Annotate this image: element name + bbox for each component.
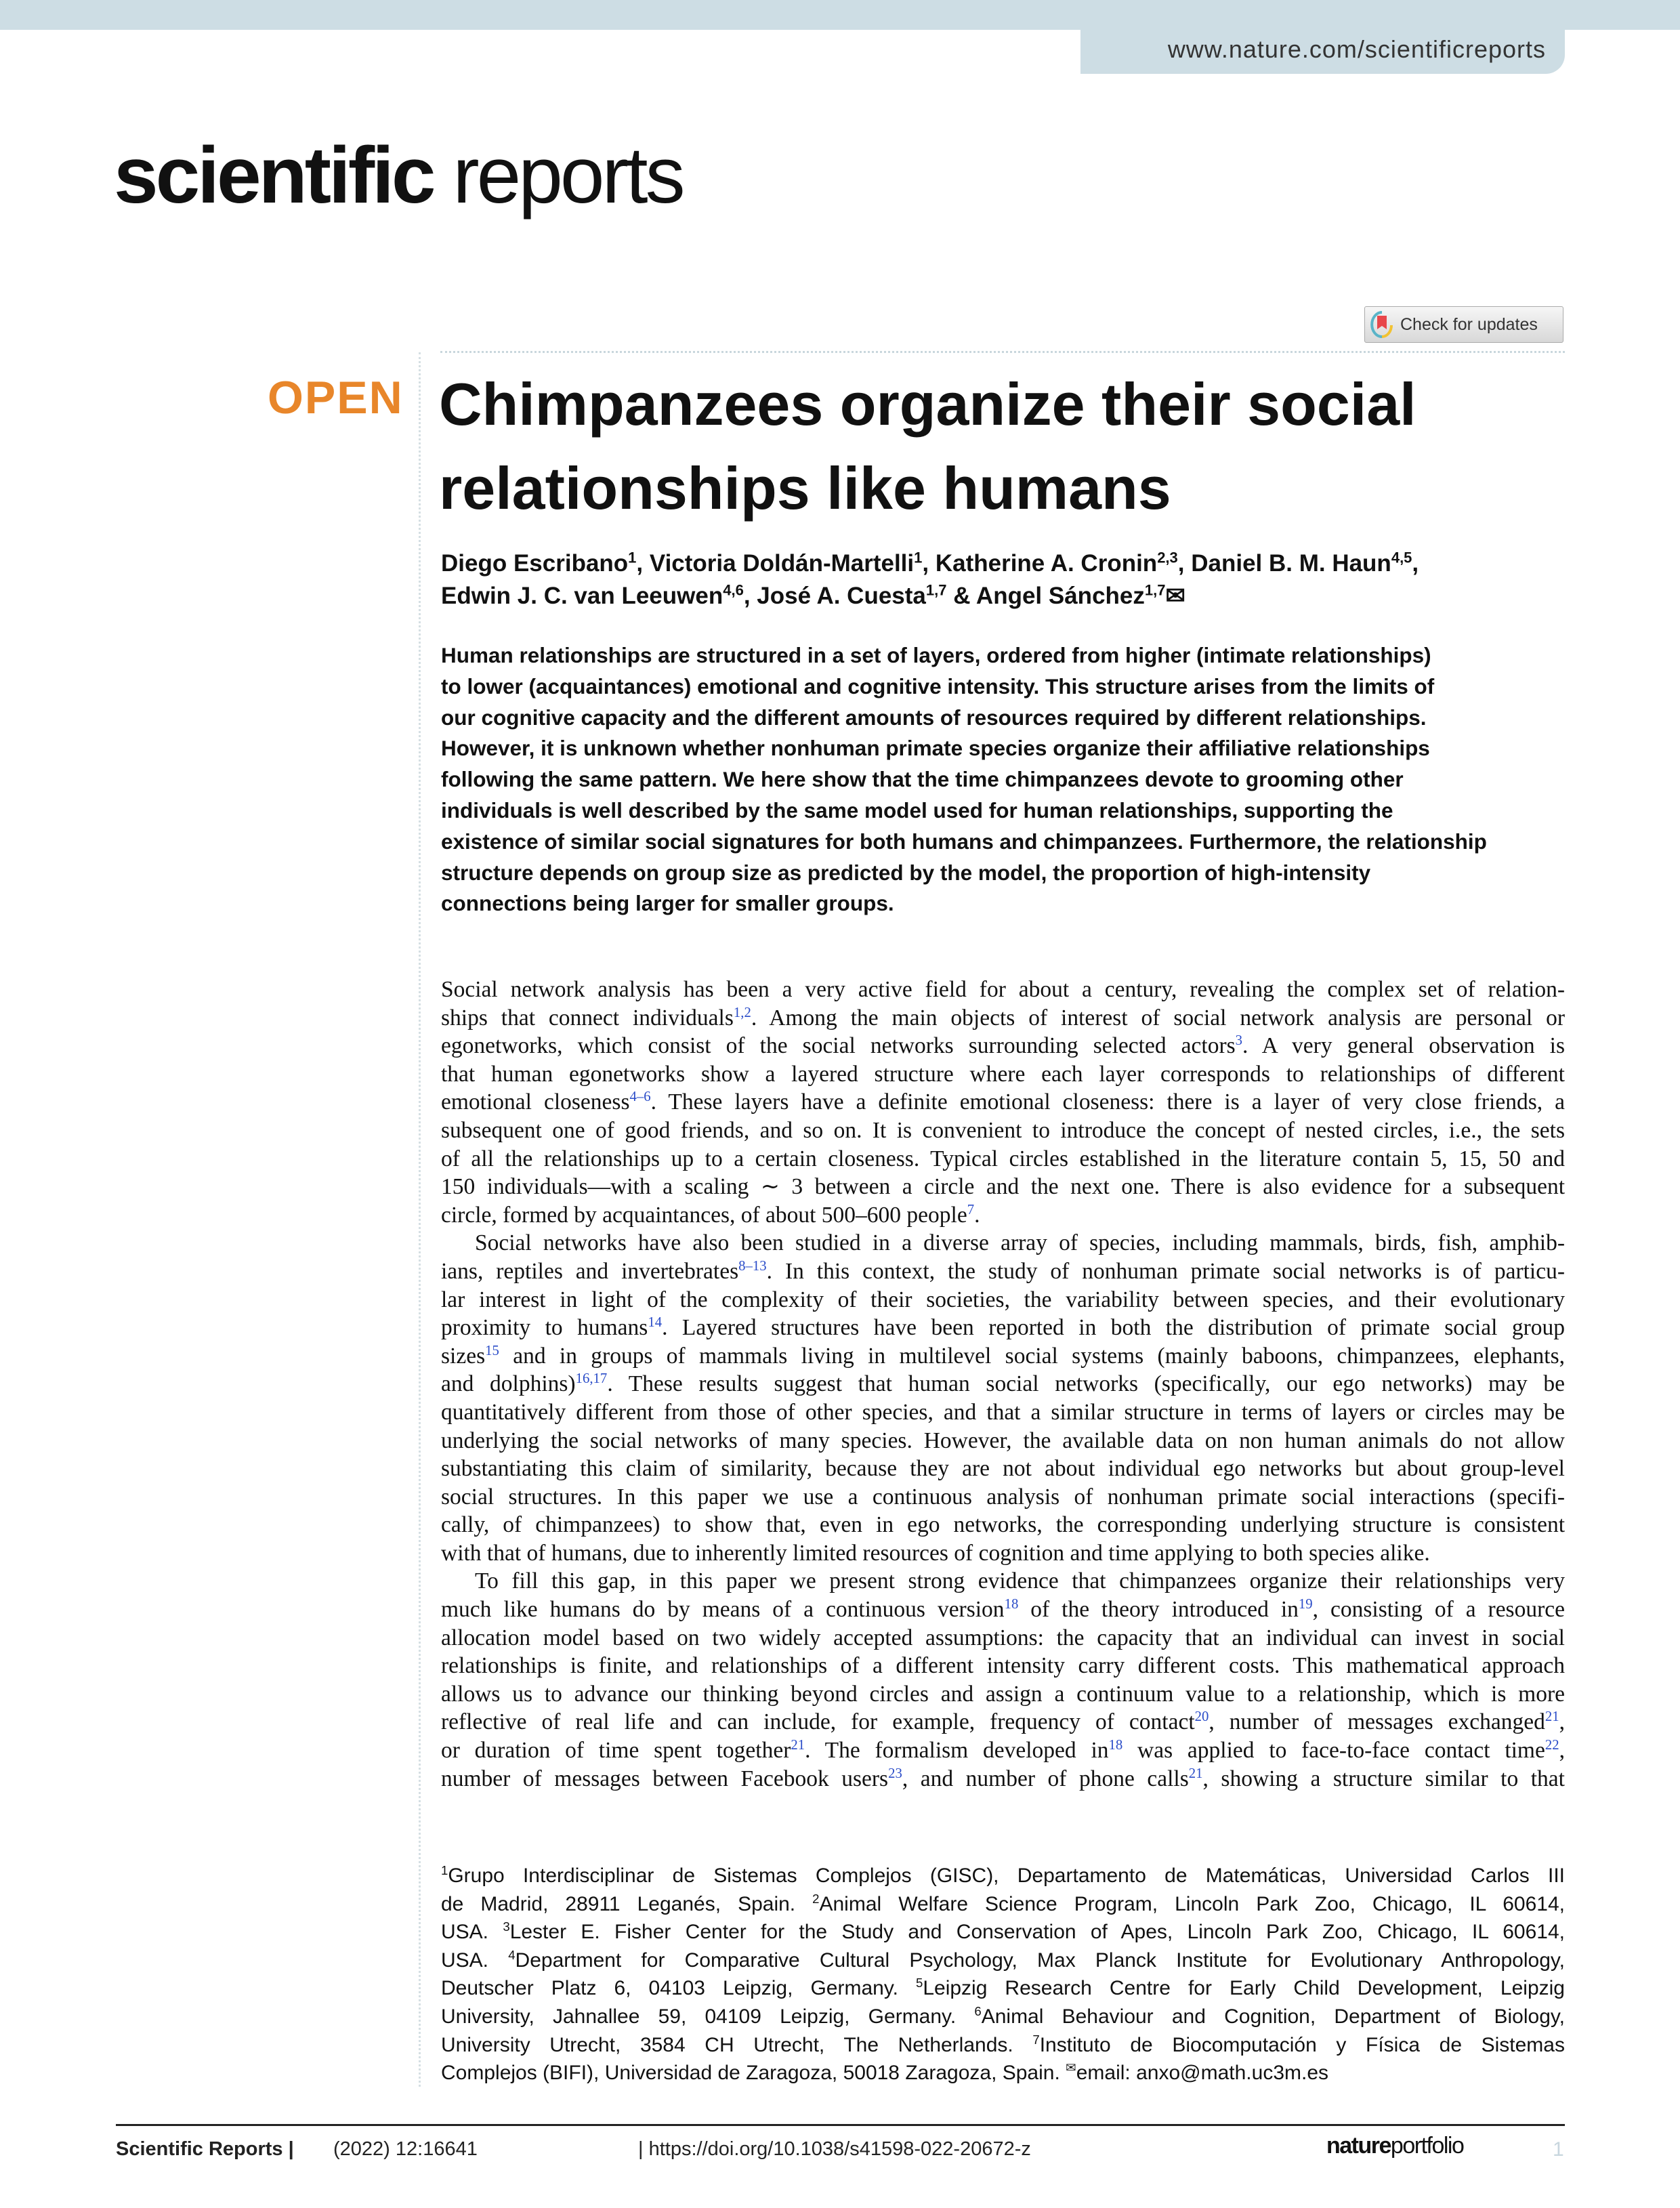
body-line bbox=[441, 1624, 1565, 1652]
text-run: quantitatively different from those of other species, and that a similar structure in terms of layers or circles may be bbox=[441, 1399, 1565, 1425]
abstract-line: Human relationships are structured in a set of layers, ordered from higher (intimate relationships) bbox=[441, 643, 1431, 667]
text-run: . The formalism developed in bbox=[805, 1738, 1109, 1764]
text-run: . bbox=[974, 1202, 980, 1228]
body-line bbox=[441, 1342, 1565, 1371]
text-run: . In this context, the study of nonhuman primate social networks is of particu- bbox=[766, 1258, 1565, 1284]
publisher-bold: nature bbox=[1326, 2133, 1391, 2159]
body-line bbox=[441, 1229, 1565, 1257]
text-run: sizes bbox=[441, 1343, 486, 1369]
text-run: de Madrid, 28911 Leganés, Spain. bbox=[441, 1892, 813, 1915]
text-run: , showing a structure similar to that bbox=[1202, 1766, 1565, 1791]
affiliation-line bbox=[441, 1918, 1565, 1946]
text-run: and dolphins) bbox=[441, 1371, 576, 1397]
text-run: allows us to advance our thinking beyond circles and assign a continuum value to a relationship, which is more bbox=[441, 1681, 1565, 1707]
divider-dotted bbox=[440, 351, 1565, 353]
body-line bbox=[441, 1596, 1565, 1624]
title-line: Chimpanzees organize their social bbox=[439, 371, 1416, 438]
body-line bbox=[441, 1145, 1565, 1173]
reference-superscript[interactable]: 23 bbox=[888, 1765, 902, 1781]
footer-doi-link[interactable]: | https://doi.org/10.1038/s41598-022-20672-z bbox=[638, 2138, 1031, 2160]
reference-superscript[interactable]: 1 bbox=[441, 1863, 448, 1877]
reference-superscript[interactable]: 6 bbox=[974, 2003, 982, 2018]
text-run: , Katherine A. Cronin bbox=[922, 550, 1158, 577]
reference-superscript[interactable]: 7 bbox=[967, 1201, 975, 1217]
journal-url[interactable]: www.nature.com/scientificreports bbox=[1167, 35, 1546, 63]
footer-citation: (2022) 12:16641 bbox=[333, 2138, 478, 2160]
text-run: underlying the social networks of many species. However, the available data on non human animals do not allow bbox=[441, 1428, 1565, 1453]
reference-superscript[interactable]: 4,6 bbox=[723, 581, 744, 599]
reference-superscript[interactable]: 22 bbox=[1545, 1736, 1559, 1753]
affiliations bbox=[441, 1862, 1565, 2087]
text-run: , José A. Cuesta bbox=[743, 583, 926, 609]
reference-superscript[interactable]: 5 bbox=[915, 1976, 923, 1991]
body-line bbox=[441, 1004, 1565, 1033]
reference-superscript[interactable]: 19 bbox=[1298, 1596, 1313, 1612]
open-access-label: OPEN bbox=[268, 372, 404, 423]
body-line bbox=[441, 1117, 1565, 1145]
title-line: relationships like humans bbox=[439, 455, 1171, 522]
article-body bbox=[441, 976, 1565, 1793]
text-run: and in groups of mammals living in multilevel social systems (mainly baboons, chimpanzees, elephants, bbox=[499, 1343, 1565, 1369]
body-line bbox=[441, 1765, 1565, 1793]
text-run: that human egonetworks show a layered structure where each layer corresponds to relationships of different bbox=[441, 1061, 1565, 1087]
reference-superscript[interactable]: 14 bbox=[648, 1314, 663, 1330]
text-run: Lester E. Fisher Center for the Study and Conservation of Apes, Lincoln Park Zoo, Chicago, IL 60614, bbox=[509, 1921, 1565, 1944]
text-run: , number of messages exchanged bbox=[1209, 1709, 1545, 1735]
text-run: USA. bbox=[441, 1921, 503, 1944]
reference-superscript[interactable]: 1,7 bbox=[1144, 581, 1166, 599]
journal-url-tab[interactable] bbox=[1080, 0, 1565, 74]
journal-logo bbox=[114, 131, 683, 220]
text-run: email: anxo@math.uc3m.es bbox=[1076, 2062, 1329, 2085]
text-run: cally, of chimpanzees) to show that, even in ego networks, the corresponding underlying structure is consistent bbox=[441, 1512, 1565, 1538]
text-run: To fill this gap, in this paper we present strong evidence that chimpanzees organize their relationships very bbox=[475, 1568, 1565, 1594]
reference-superscript[interactable]: 4 bbox=[508, 1947, 516, 1962]
text-run: substantiating this claim of similarity, because they are not about individual ego networks but about group-level bbox=[441, 1456, 1565, 1482]
abstract bbox=[441, 640, 1579, 919]
text-run: Instituto de Biocomputación y Física de Sistemas bbox=[1039, 2033, 1565, 2056]
reference-superscript[interactable]: 21 bbox=[1188, 1765, 1203, 1781]
text-run: Grupo Interdisciplinar de Sistemas Complejos (GISC), Departamento de Matemáticas, Universidad Carlos III bbox=[448, 1865, 1565, 1887]
body-line bbox=[441, 1088, 1565, 1117]
text-run: Leipzig Research Centre for Early Child Development, Leipzig bbox=[923, 1977, 1565, 2000]
text-run: ✉ bbox=[1165, 583, 1185, 609]
text-run: or duration of time spent together bbox=[441, 1738, 791, 1764]
text-run: Social networks have also been studied in a diverse array of species, including mammals, birds, fish, amphib- bbox=[475, 1230, 1565, 1256]
nature-portfolio-logo bbox=[1326, 2133, 1463, 2159]
text-run: proximity to humans bbox=[441, 1315, 648, 1341]
text-run: number of messages between Facebook users bbox=[441, 1766, 889, 1791]
reference-superscript[interactable]: 20 bbox=[1194, 1709, 1209, 1725]
reference-superscript[interactable]: 8–13 bbox=[738, 1257, 767, 1274]
check-for-updates-button[interactable] bbox=[1364, 306, 1563, 343]
text-run: lar interest in light of the complexity of their societies, the variability between species, and their evolutionary bbox=[441, 1287, 1565, 1312]
reference-superscript[interactable]: 2,3 bbox=[1157, 549, 1178, 566]
reference-superscript[interactable]: 16,17 bbox=[575, 1371, 608, 1387]
text-run: , consisting of a resource bbox=[1312, 1597, 1565, 1623]
reference-superscript[interactable]: 2 bbox=[812, 1891, 820, 1906]
abstract-line: structure depends on group size as predicted by the model, the proportion of high-intensity bbox=[441, 860, 1371, 885]
body-paragraph bbox=[441, 1229, 1565, 1567]
text-run: . Among the main objects of interest of social network analysis are personal or bbox=[751, 1005, 1565, 1030]
text-run: . A very general observation is bbox=[1242, 1033, 1565, 1059]
affiliation-line bbox=[441, 1862, 1565, 1890]
text-run: of the theory introduced in bbox=[1018, 1597, 1299, 1623]
text-run: emotional closeness bbox=[441, 1089, 630, 1115]
affiliation-line bbox=[441, 1890, 1565, 1919]
reference-superscript[interactable]: 21 bbox=[791, 1736, 805, 1753]
reference-superscript[interactable]: 1 bbox=[914, 549, 923, 566]
abstract-line: following the same pattern. We here show that the time chimpanzees devote to grooming other bbox=[441, 767, 1404, 792]
text-run: . These results suggest that human social networks (specifically, our ego networks) may be bbox=[607, 1371, 1565, 1397]
text-run: 150 individuals—with a scaling ∼ 3 between a circle and the next one. There is also evidence for a subsequent bbox=[441, 1174, 1565, 1200]
text-run: & Angel Sánchez bbox=[946, 583, 1145, 609]
body-line bbox=[441, 1398, 1565, 1427]
affiliation-line bbox=[441, 2031, 1565, 2060]
page-number: 1 bbox=[1553, 2138, 1564, 2161]
abstract-line: to lower (acquaintances) emotional and cognitive intensity. This structure arises from the limits of bbox=[441, 673, 1435, 699]
text-run: University, Jahnallee 59, 04109 Leipzig, Germany. bbox=[441, 2005, 975, 2028]
affiliation-line bbox=[441, 2003, 1565, 2031]
body-line bbox=[441, 1483, 1565, 1512]
body-paragraph bbox=[441, 976, 1565, 1229]
check-for-updates-label: Check for updates bbox=[1400, 314, 1538, 334]
abstract-line: connections being larger for smaller groups. bbox=[441, 891, 894, 916]
text-run: circle, formed by acquaintances, of about 500–600 people bbox=[441, 1202, 967, 1228]
reference-superscript[interactable]: 1,7 bbox=[925, 581, 947, 599]
text-run: reflective of real life and can include, for example, frequency of contact bbox=[441, 1709, 1195, 1735]
text-run: Edwin J. C. van Leeuwen bbox=[441, 583, 723, 609]
text-run: with that of humans, due to inherently limited resources of cognition and time applying to both species alike. bbox=[441, 1540, 1430, 1566]
text-run: USA. bbox=[441, 1949, 509, 1972]
reference-superscript[interactable]: 18 bbox=[1004, 1596, 1019, 1612]
text-run: Department for Comparative Cultural Psychology, Max Planck Institute for Evolutionary Anthropology, bbox=[515, 1949, 1565, 1972]
body-line bbox=[441, 1567, 1565, 1596]
text-run: egonetworks, which consist of the social networks surrounding selected actors bbox=[441, 1033, 1236, 1059]
text-run: of all the relationships up to a certain closeness. Typical circles established in the literature contain 5, 15, 50 and bbox=[441, 1146, 1565, 1171]
text-run: social structures. In this paper we use a continuous analysis of nonhuman primate social interactions (specifi- bbox=[441, 1484, 1565, 1509]
body-line bbox=[441, 1455, 1565, 1483]
reference-superscript[interactable]: 4–6 bbox=[629, 1089, 651, 1105]
reference-superscript[interactable]: 1,2 bbox=[733, 1004, 751, 1020]
text-run: was applied to face-to-face contact time bbox=[1122, 1738, 1545, 1764]
abstract-line: individuals is well described by the same model used for human relationships, supporting the bbox=[441, 797, 1393, 822]
body-line bbox=[441, 1314, 1565, 1342]
text-run: , Victoria Doldán-Martelli bbox=[636, 550, 915, 577]
body-line bbox=[441, 1032, 1565, 1060]
text-run: Deutscher Platz 6, 04103 Leipzig, Germany. bbox=[441, 1977, 916, 2000]
abstract-line: existence of similar social signatures for both humans and chimpanzees. Furthermore, the relationship bbox=[441, 829, 1487, 854]
text-run: subsequent one of good friends, and so on. It is convenient to introduce the concept of nested circles, i.e., the sets bbox=[441, 1117, 1565, 1143]
text-run: Animal Welfare Science Program, Lincoln Park Zoo, Chicago, IL 60614, bbox=[819, 1892, 1565, 1915]
body-line bbox=[441, 976, 1565, 1004]
text-run: , bbox=[1559, 1709, 1565, 1735]
text-run: relationships is finite, and relationships of a different intensity carry different costs. This mathematical approach bbox=[441, 1653, 1565, 1679]
author-list bbox=[441, 547, 1593, 612]
body-line bbox=[441, 1201, 1565, 1230]
footer-journal: Scientific Reports | bbox=[116, 2138, 294, 2160]
text-run: much like humans do by means of a continuous version bbox=[441, 1597, 1005, 1623]
body-line bbox=[441, 1680, 1565, 1709]
body-line bbox=[441, 1060, 1565, 1089]
body-line bbox=[441, 1708, 1565, 1736]
affiliation-line bbox=[441, 1974, 1565, 2003]
author-line[interactable] bbox=[441, 580, 1593, 612]
reference-superscript[interactable]: 4,5 bbox=[1391, 549, 1412, 566]
abstract-line: our cognitive capacity and the different amounts of resources required by different relationships. bbox=[441, 705, 1427, 730]
body-line bbox=[441, 1736, 1565, 1765]
reference-superscript[interactable]: 18 bbox=[1108, 1736, 1123, 1753]
margin-rule-dotted bbox=[419, 352, 421, 2087]
reference-superscript[interactable]: 3 bbox=[503, 1919, 510, 1934]
reference-superscript[interactable]: 1 bbox=[628, 549, 637, 566]
text-run: , bbox=[1559, 1738, 1565, 1764]
body-line bbox=[441, 1370, 1565, 1398]
reference-superscript[interactable]: 3 bbox=[1235, 1033, 1243, 1049]
text-run: Diego Escribano bbox=[441, 550, 629, 577]
crossmark-icon bbox=[1370, 310, 1393, 339]
text-run: . Layered structures have been reported in both the distribution of primate social group bbox=[662, 1315, 1565, 1341]
reference-superscript[interactable]: 7 bbox=[1032, 2032, 1040, 2047]
body-line bbox=[441, 1427, 1565, 1455]
text-run: ians, reptiles and invertebrates bbox=[441, 1258, 739, 1284]
body-line bbox=[441, 1511, 1565, 1539]
text-run: ships that connect individuals bbox=[441, 1005, 734, 1030]
footer-rule bbox=[116, 2124, 1565, 2126]
logo-bold: scientific bbox=[114, 131, 434, 220]
abstract-line: However, it is unknown whether nonhuman primate species organize their affiliative relationships bbox=[441, 736, 1430, 761]
text-run: Complejos (BIFI), Universidad de Zaragoza, 50018 Zaragoza, Spain. bbox=[441, 2062, 1066, 2085]
body-line bbox=[441, 1652, 1565, 1680]
email-icon[interactable]: ✉ bbox=[1066, 2060, 1076, 2075]
text-run: University Utrecht, 3584 CH Utrecht, The Netherlands. bbox=[441, 2033, 1033, 2056]
body-line bbox=[441, 1539, 1565, 1568]
text-run: Social network analysis has been a very active field for about a century, revealing the complex set of relation- bbox=[441, 977, 1565, 1002]
text-run: allocation model based on two widely accepted assumptions: the capacity that an individual can invest in social bbox=[441, 1625, 1565, 1650]
body-line bbox=[441, 1286, 1565, 1314]
article-title bbox=[439, 362, 1591, 530]
text-run: Animal Behaviour and Cognition, Department of Biology, bbox=[981, 2005, 1565, 2028]
publisher-light: portfolio bbox=[1390, 2133, 1464, 2159]
text-run: , bbox=[1412, 550, 1419, 577]
reference-superscript[interactable]: 15 bbox=[485, 1342, 499, 1358]
author-line[interactable] bbox=[441, 547, 1593, 580]
reference-superscript[interactable]: 21 bbox=[1545, 1709, 1559, 1725]
body-paragraph bbox=[441, 1567, 1565, 1793]
logo-light: reports bbox=[453, 131, 683, 220]
text-run: , and number of phone calls bbox=[902, 1766, 1189, 1791]
affiliation-line bbox=[441, 2059, 1565, 2087]
text-run: , Daniel B. M. Haun bbox=[1177, 550, 1391, 577]
body-line bbox=[441, 1173, 1565, 1201]
body-line bbox=[441, 1257, 1565, 1286]
text-run: . These layers have a definite emotional closeness: there is a layer of very close friends, a bbox=[650, 1089, 1565, 1115]
affiliation-line bbox=[441, 1946, 1565, 1975]
